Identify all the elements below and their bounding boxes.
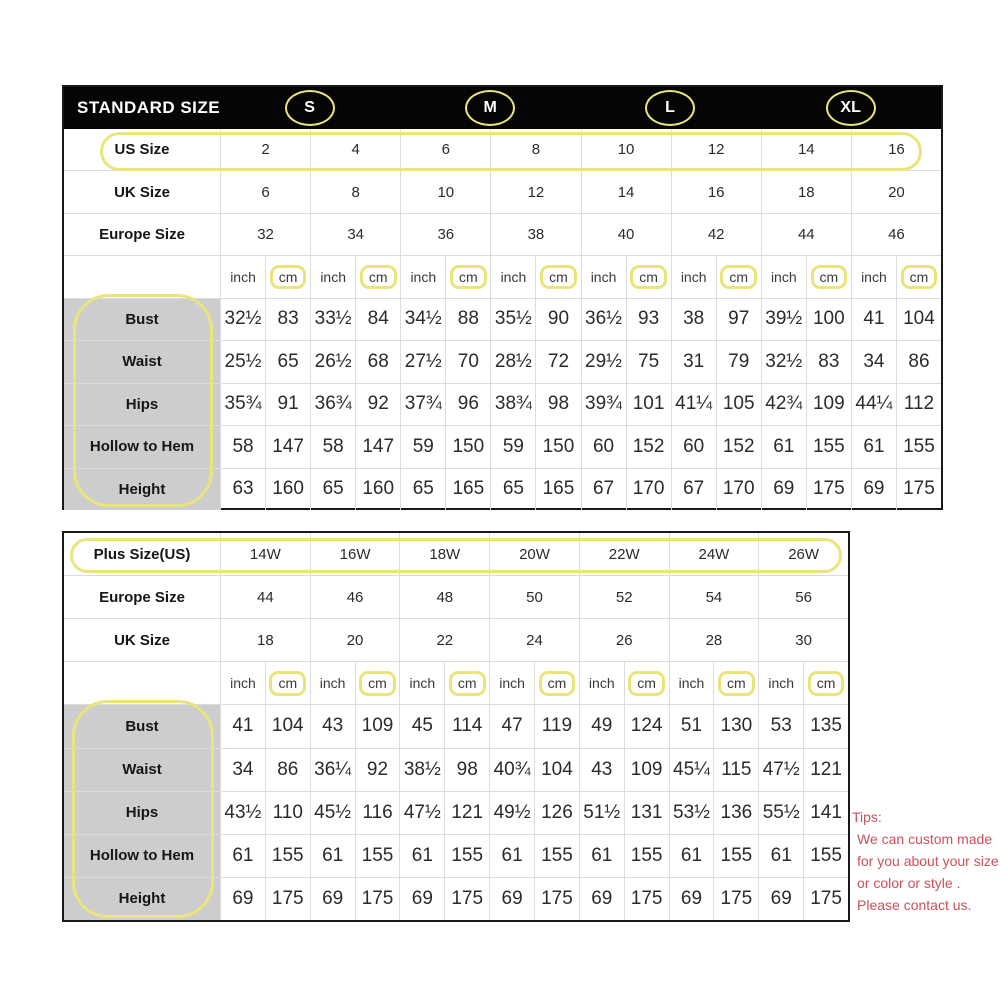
measure-value: 92 — [355, 749, 400, 791]
measure-value: 25½ — [220, 341, 265, 382]
measure-value: 90 — [535, 299, 580, 340]
measure-value: 83 — [806, 341, 851, 382]
measure-value: 49½ — [489, 792, 534, 834]
plus-size-body — [64, 533, 848, 920]
size-value: 16W — [310, 533, 400, 575]
measure-value: 115 — [713, 749, 758, 791]
size-value: 44 — [220, 576, 310, 618]
measure-value: 63 — [220, 469, 265, 510]
measure-value: 75 — [626, 341, 671, 382]
measure-value: 150 — [445, 426, 490, 467]
size-value: 8 — [310, 171, 400, 212]
plus-size-table — [62, 531, 850, 922]
cm-highlight-box: cm — [360, 265, 397, 290]
size-value: 44 — [761, 214, 851, 255]
measure-value: 114 — [444, 705, 489, 747]
measure-value: 155 — [534, 835, 579, 877]
measure-value: 175 — [713, 878, 758, 920]
measure-value: 141 — [803, 792, 848, 834]
unit-cm-label — [445, 256, 490, 297]
size-value: 34 — [310, 214, 400, 255]
measure-value: 116 — [355, 792, 400, 834]
measure-value: 51½ — [579, 792, 624, 834]
measure-value: 165 — [445, 469, 490, 510]
measure-value: 109 — [355, 705, 400, 747]
size-row-label: Europe Size — [99, 588, 185, 606]
unit-inch-label: inch — [669, 662, 714, 704]
measure-value: 147 — [355, 426, 400, 467]
cm-highlight-box: cm — [628, 671, 665, 696]
measure-value: 69 — [489, 878, 534, 920]
table-row — [64, 791, 848, 834]
measure-value: 59 — [400, 426, 445, 467]
measure-value: 68 — [355, 341, 400, 382]
size-value: 42 — [671, 214, 761, 255]
measure-row-label: Hips — [64, 384, 220, 425]
measure-value: 91 — [265, 384, 310, 425]
cm-highlight-box: cm — [269, 671, 306, 696]
standard-size-header — [64, 87, 941, 129]
unit-inch-label: inch — [671, 256, 716, 297]
cm-highlight-box: cm — [270, 265, 307, 290]
measure-value: 40¾ — [489, 749, 534, 791]
measure-value: 60 — [581, 426, 626, 467]
unit-inch-label: inch — [761, 256, 806, 297]
measure-value: 175 — [355, 878, 400, 920]
measure-value: 38¾ — [490, 384, 535, 425]
measure-value: 55½ — [758, 792, 803, 834]
measure-value: 86 — [265, 749, 310, 791]
measure-value: 97 — [716, 299, 761, 340]
measure-value: 69 — [399, 878, 444, 920]
measure-value: 67 — [581, 469, 626, 510]
measure-value: 69 — [761, 469, 806, 510]
cm-highlight-box: cm — [450, 265, 487, 290]
measure-value: 98 — [535, 384, 580, 425]
cm-highlight-box: cm — [630, 265, 667, 290]
unit-cm-label — [265, 256, 310, 297]
size-value: 38 — [490, 214, 580, 255]
measure-value: 110 — [265, 792, 310, 834]
measure-value: 147 — [265, 426, 310, 467]
size-value: 30 — [758, 619, 848, 661]
unit-inch-label: inch — [220, 662, 265, 704]
measure-row-label: Waist — [64, 341, 220, 382]
measure-value: 165 — [535, 469, 580, 510]
measure-value: 135 — [803, 705, 848, 747]
measure-value: 69 — [758, 878, 803, 920]
measure-value: 96 — [445, 384, 490, 425]
size-value: 4 — [310, 129, 400, 170]
unit-cm-label — [355, 662, 400, 704]
unit-cm-label — [535, 256, 580, 297]
measure-value: 36½ — [581, 299, 626, 340]
size-group-oval: M — [465, 90, 515, 126]
cm-highlight-box: cm — [811, 265, 848, 290]
measure-value: 98 — [444, 749, 489, 791]
size-value: 26 — [579, 619, 669, 661]
measure-value: 34 — [220, 749, 265, 791]
measure-row-label: Hollow to Hem — [64, 835, 220, 877]
size-value: 36 — [400, 214, 490, 255]
measure-value: 61 — [851, 426, 896, 467]
size-value: 22 — [399, 619, 489, 661]
measure-value: 88 — [445, 299, 490, 340]
unit-row-empty — [64, 662, 220, 704]
size-group-oval: S — [285, 90, 335, 126]
measure-value: 26½ — [310, 341, 355, 382]
measure-value: 49 — [579, 705, 624, 747]
measure-value: 101 — [626, 384, 671, 425]
cm-highlight-box: cm — [359, 671, 396, 696]
measure-value: 45¼ — [669, 749, 714, 791]
size-value: 12 — [490, 171, 580, 212]
measure-value: 79 — [716, 341, 761, 382]
measure-value: 58 — [220, 426, 265, 467]
unit-inch-label: inch — [758, 662, 803, 704]
measure-value: 152 — [716, 426, 761, 467]
measure-value: 28½ — [490, 341, 535, 382]
measure-value: 53½ — [669, 792, 714, 834]
measure-value: 160 — [265, 469, 310, 510]
measure-value: 155 — [806, 426, 851, 467]
measure-value: 155 — [444, 835, 489, 877]
measure-value: 36¾ — [310, 384, 355, 425]
cm-highlight-box: cm — [449, 671, 486, 696]
size-value: 28 — [669, 619, 759, 661]
measure-value: 109 — [806, 384, 851, 425]
unit-inch-label: inch — [489, 662, 534, 704]
size-value: 56 — [758, 576, 848, 618]
size-value: 6 — [400, 129, 490, 170]
measure-value: 61 — [579, 835, 624, 877]
measure-value: 155 — [265, 835, 310, 877]
table-row — [64, 834, 848, 877]
measure-value: 41 — [851, 299, 896, 340]
tips-line: for you about your size — [857, 853, 999, 869]
measure-value: 69 — [851, 469, 896, 510]
measure-value: 43½ — [220, 792, 265, 834]
measure-value: 175 — [896, 469, 941, 510]
measure-value: 126 — [534, 792, 579, 834]
size-value: 18W — [399, 533, 489, 575]
measure-value: 175 — [265, 878, 310, 920]
measure-row-label: Bust — [64, 705, 220, 747]
measure-value: 100 — [806, 299, 851, 340]
measure-value: 31 — [671, 341, 716, 382]
measure-value: 61 — [669, 835, 714, 877]
measure-value: 155 — [896, 426, 941, 467]
tips-line: We can custom made — [857, 831, 993, 847]
measure-value: 105 — [716, 384, 761, 425]
size-group-oval: XL — [826, 90, 876, 126]
unit-cm-label — [713, 662, 758, 704]
unit-row-empty — [64, 256, 220, 297]
measure-value: 61 — [489, 835, 534, 877]
size-row-label: Plus Size(US) — [93, 545, 191, 563]
measure-value: 155 — [713, 835, 758, 877]
unit-inch-label: inch — [310, 256, 355, 297]
measure-value: 175 — [803, 878, 848, 920]
table-row — [64, 298, 941, 340]
measure-value: 53 — [758, 705, 803, 747]
measure-value: 175 — [624, 878, 669, 920]
table-row — [64, 618, 848, 661]
size-row-label: UK Size — [114, 631, 170, 649]
measure-value: 104 — [534, 749, 579, 791]
measure-value: 175 — [534, 878, 579, 920]
table-row — [64, 213, 941, 255]
size-value: 46 — [851, 214, 941, 255]
measure-value: 69 — [579, 878, 624, 920]
size-value: 40 — [581, 214, 671, 255]
tips-line: or color or style . — [857, 875, 961, 891]
cm-highlight-box: cm — [539, 671, 576, 696]
standard-size-title: STANDARD SIZE — [77, 98, 221, 117]
measure-value: 155 — [803, 835, 848, 877]
size-value: 52 — [579, 576, 669, 618]
measure-value: 43 — [579, 749, 624, 791]
measure-value: 93 — [626, 299, 671, 340]
measure-value: 170 — [626, 469, 671, 510]
measure-value: 131 — [624, 792, 669, 834]
measure-value: 84 — [355, 299, 400, 340]
measure-value: 61 — [758, 835, 803, 877]
unit-inch-label: inch — [490, 256, 535, 297]
table-row — [64, 383, 941, 425]
unit-cm-label — [444, 662, 489, 704]
measure-value: 130 — [713, 705, 758, 747]
unit-cm-label — [355, 256, 400, 297]
size-group-oval: L — [645, 90, 695, 126]
size-value: 46 — [310, 576, 400, 618]
measure-value: 38 — [671, 299, 716, 340]
measure-value: 59 — [490, 426, 535, 467]
size-row-label: Europe Size — [99, 226, 185, 244]
measure-value: 65 — [310, 469, 355, 510]
measure-value: 42¾ — [761, 384, 806, 425]
size-value: 22W — [579, 533, 669, 575]
unit-cm-label — [803, 662, 848, 704]
unit-cm-label — [624, 662, 669, 704]
measure-value: 61 — [761, 426, 806, 467]
measure-value: 121 — [444, 792, 489, 834]
table-row — [64, 170, 941, 212]
measure-value: 155 — [355, 835, 400, 877]
cm-highlight-box: cm — [720, 265, 757, 290]
unit-cm-label — [806, 256, 851, 297]
measure-value: 124 — [624, 705, 669, 747]
size-value: 14 — [761, 129, 851, 170]
measure-value: 121 — [803, 749, 848, 791]
size-value: 18 — [220, 619, 310, 661]
table-row — [64, 468, 941, 510]
measure-value: 104 — [265, 705, 310, 747]
unit-cm-label — [534, 662, 579, 704]
measure-row-label: Height — [64, 878, 220, 920]
table-row — [64, 340, 941, 382]
measure-value: 47½ — [758, 749, 803, 791]
size-value: 24W — [669, 533, 759, 575]
measure-value: 32½ — [761, 341, 806, 382]
measure-value: 44¼ — [851, 384, 896, 425]
cm-highlight-box: cm — [540, 265, 577, 290]
measure-value: 72 — [535, 341, 580, 382]
unit-inch-label: inch — [579, 662, 624, 704]
measure-row-label: Height — [64, 469, 220, 510]
measure-value: 32½ — [220, 299, 265, 340]
measure-value: 61 — [310, 835, 355, 877]
tips-note — [852, 806, 999, 916]
size-value: 50 — [489, 576, 579, 618]
tips-line: Please contact us. — [857, 897, 972, 913]
measure-value: 150 — [535, 426, 580, 467]
measure-value: 69 — [669, 878, 714, 920]
measure-value: 119 — [534, 705, 579, 747]
measure-value: 39½ — [761, 299, 806, 340]
size-value: 20 — [310, 619, 400, 661]
size-row-label: US Size — [114, 141, 170, 159]
size-value: 26W — [758, 533, 848, 575]
size-row-label: UK Size — [114, 183, 170, 201]
measure-value: 155 — [624, 835, 669, 877]
unit-inch-label: inch — [581, 256, 626, 297]
size-value: 6 — [220, 171, 310, 212]
standard-size-table — [62, 85, 943, 510]
measure-value: 104 — [896, 299, 941, 340]
measure-value: 83 — [265, 299, 310, 340]
tips-lines — [852, 828, 999, 916]
measure-value: 160 — [355, 469, 400, 510]
size-value: 48 — [399, 576, 489, 618]
measure-value: 45 — [399, 705, 444, 747]
size-value: 10 — [400, 171, 490, 212]
size-value: 14W — [220, 533, 310, 575]
measure-value: 60 — [671, 426, 716, 467]
size-value: 54 — [669, 576, 759, 618]
size-value: 18 — [761, 171, 851, 212]
table-row — [64, 877, 848, 920]
measure-value: 65 — [490, 469, 535, 510]
measure-value: 51 — [669, 705, 714, 747]
unit-inch-label: inch — [399, 662, 444, 704]
measure-value: 41¼ — [671, 384, 716, 425]
table-row — [64, 748, 848, 791]
measure-row-label: Waist — [64, 749, 220, 791]
size-value: 24 — [489, 619, 579, 661]
unit-cm-label — [265, 662, 310, 704]
measure-value: 61 — [220, 835, 265, 877]
measure-value: 33½ — [310, 299, 355, 340]
measure-value: 92 — [355, 384, 400, 425]
table-row — [64, 533, 848, 575]
measure-value: 69 — [310, 878, 355, 920]
measure-value: 43 — [310, 705, 355, 747]
measure-value: 65 — [400, 469, 445, 510]
measure-row-label: Hollow to Hem — [64, 426, 220, 467]
size-value: 20W — [489, 533, 579, 575]
measure-value: 47 — [489, 705, 534, 747]
measure-value: 67 — [671, 469, 716, 510]
size-value: 14 — [581, 171, 671, 212]
measure-value: 70 — [445, 341, 490, 382]
unit-cm-label — [626, 256, 671, 297]
measure-value: 29½ — [581, 341, 626, 382]
measure-value: 35½ — [490, 299, 535, 340]
unit-inch-label: inch — [310, 662, 355, 704]
table-row — [64, 704, 848, 747]
unit-cm-label — [716, 256, 761, 297]
measure-value: 35¾ — [220, 384, 265, 425]
unit-inch-label: inch — [400, 256, 445, 297]
size-value: 32 — [220, 214, 310, 255]
table-row — [64, 255, 941, 297]
cm-highlight-box: cm — [808, 671, 845, 696]
measure-value: 27½ — [400, 341, 445, 382]
size-value: 20 — [851, 171, 941, 212]
size-value: 10 — [581, 129, 671, 170]
table-row — [64, 661, 848, 704]
measure-value: 109 — [624, 749, 669, 791]
size-value: 12 — [671, 129, 761, 170]
cm-highlight-box: cm — [718, 671, 755, 696]
table-row — [64, 425, 941, 467]
measure-value: 38½ — [399, 749, 444, 791]
standard-size-body — [64, 129, 941, 510]
measure-value: 112 — [896, 384, 941, 425]
measure-row-label: Bust — [64, 299, 220, 340]
tips-title: Tips: — [852, 809, 882, 825]
measure-value: 39¾ — [581, 384, 626, 425]
size-value: 8 — [490, 129, 580, 170]
size-value: 2 — [220, 129, 310, 170]
measure-value: 152 — [626, 426, 671, 467]
measure-row-label: Hips — [64, 792, 220, 834]
size-value: 16 — [671, 171, 761, 212]
unit-inch-label: inch — [851, 256, 896, 297]
measure-value: 47½ — [399, 792, 444, 834]
measure-value: 36¼ — [310, 749, 355, 791]
measure-value: 45½ — [310, 792, 355, 834]
unit-inch-label: inch — [220, 256, 265, 297]
measure-value: 175 — [806, 469, 851, 510]
measure-value: 41 — [220, 705, 265, 747]
measure-value: 34½ — [400, 299, 445, 340]
measure-value: 86 — [896, 341, 941, 382]
unit-cm-label — [896, 256, 941, 297]
table-row — [64, 129, 941, 170]
measure-value: 65 — [265, 341, 310, 382]
measure-value: 37¾ — [400, 384, 445, 425]
measure-value: 34 — [851, 341, 896, 382]
measure-value: 170 — [716, 469, 761, 510]
measure-value: 175 — [444, 878, 489, 920]
cm-highlight-box: cm — [901, 265, 938, 290]
measure-value: 69 — [220, 878, 265, 920]
measure-value: 58 — [310, 426, 355, 467]
measure-value: 136 — [713, 792, 758, 834]
table-row — [64, 575, 848, 618]
measure-value: 61 — [399, 835, 444, 877]
size-value: 16 — [851, 129, 941, 170]
